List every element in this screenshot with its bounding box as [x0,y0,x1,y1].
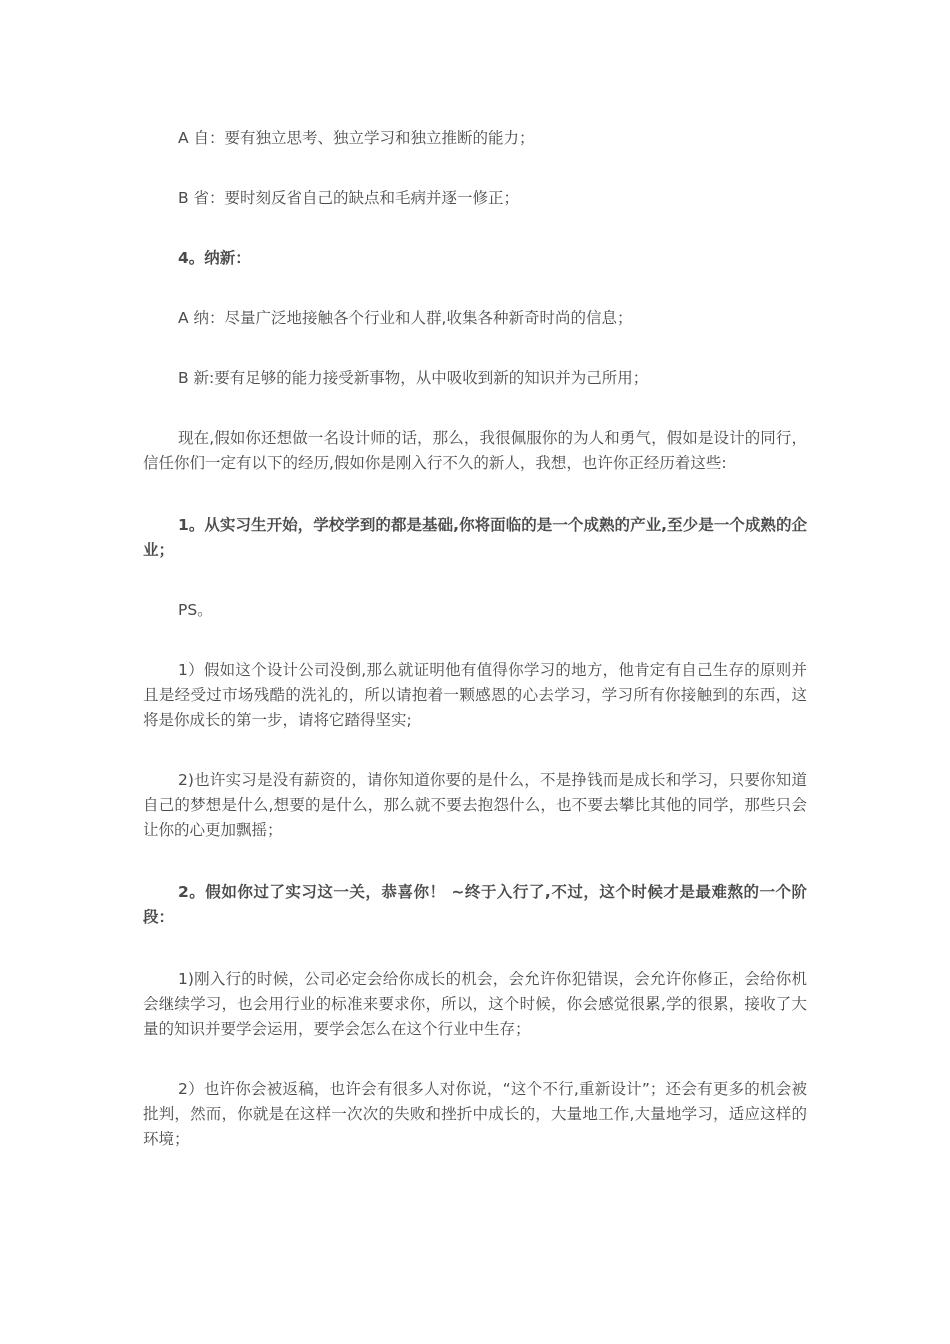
paragraph-new: B 新:要有足够的能力接受新事物，从中吸收到新的知识并为己所用； [178,369,649,387]
paragraph-entry-point-1: 1)刚入行的时候，公司必定会给你成长的机会，会允许你犯错误，会允许你修正，会给你机会继续学习，也会用行业的标准来要求你，所以，这个时候，你会感觉很累,学的很累，接收了大量的知识并要学会运用，要学会怎么在这个行业中生存； [143,970,807,1038]
paragraph-entry-point-2: 2）也许你会被返稿，也许会有很多人对你说，“这个不行,重新设计”；还会有更多的机会被批判，然而，你就是在这样一次次的失败和挫折中成长的，大量地工作,大量地学习，适应这样的环境； [143,1080,807,1148]
document-body [143,126,807,1152]
paragraph-self-thinking: A 自：要有独立思考、独立学习和独立推断的能力； [178,129,535,147]
paragraph-accept: A 纳：尽量广泛地接触各个行业和人群,收集各种新奇时尚的信息； [178,309,633,327]
paragraph-intern-point-2: 2)也许实习是没有薪资的，请你知道你要的是什么，不是挣钱而是成长和学习，只要你知道自己的梦想是什么,想要的是什么，那么就不要去抱怨什么，也不要去攀比其他的同学，那些只会让你的心更加飘摇； [143,771,807,839]
heading-after-intern: 2。假如你过了实习这一关，恭喜你！ ~终于入行了,不过，这个时候才是最难熬的一个阶段： [143,883,807,926]
heading-intern-start: 1。从实习生开始，学校学到的都是基础,你将面临的是一个成熟的产业,至少是一个成熟的企业； [143,516,807,559]
paragraph-ps: PS。 [178,601,213,619]
heading-accept-new: 4。纳新： [178,249,251,267]
paragraph-intro-now: 现在,假如你还想做一名设计师的话，那么，我很佩服你的为人和勇气，假如是设计的同行，信任你们一定有以下的经历,假如你是刚入行不久的新人，我想，也许你正经历着这些: [143,429,807,472]
paragraph-self-reflection: B 省：要时刻反省自己的缺点和毛病并逐一修正； [178,189,520,207]
paragraph-intern-point-1: 1）假如这个设计公司没倒,那么就证明他有值得你学习的地方，他肯定有自己生存的原则并且是经受过市场残酷的洗礼的，所以请抱着一颗感恩的心去学习，学习所有你接触到的东西，这将是你成长的第一步，请将它踏得坚实; [143,661,807,729]
